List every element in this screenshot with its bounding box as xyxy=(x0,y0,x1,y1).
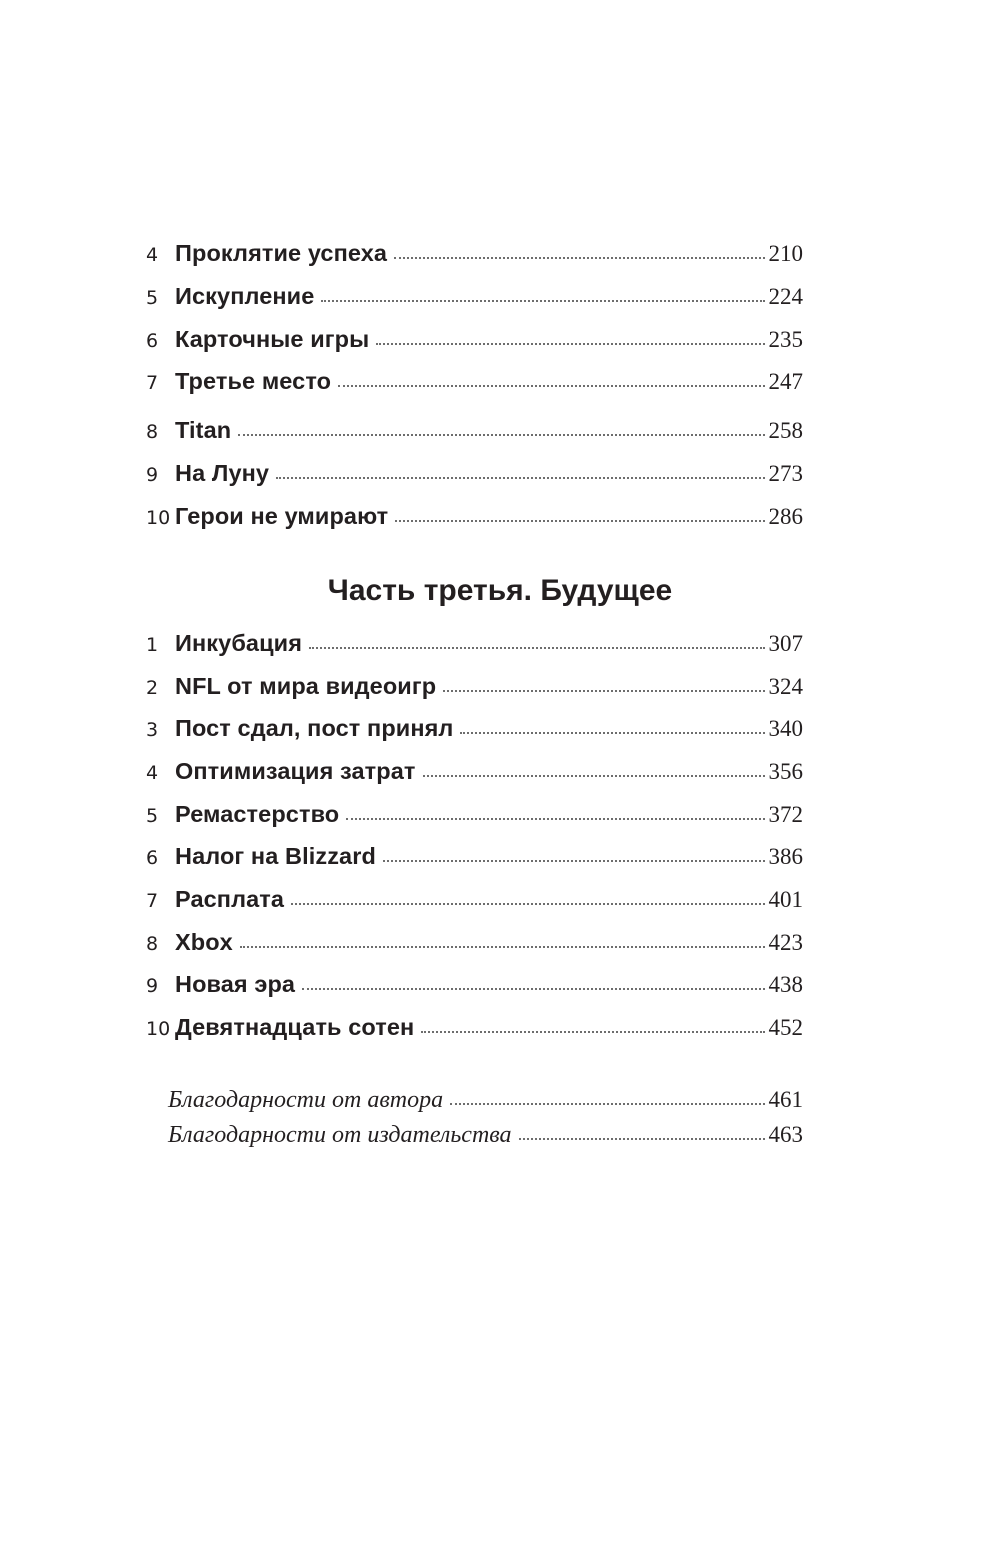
chapter-number: 5 xyxy=(146,287,159,309)
chapter-number: 7 xyxy=(146,890,159,912)
toc-entry[interactable] xyxy=(146,1014,803,1048)
toc-entry-acknowledgements-author[interactable] xyxy=(168,1087,803,1121)
dot-leader xyxy=(460,731,764,734)
dot-leader xyxy=(376,342,764,345)
toc-entry-acknowledgements-publisher[interactable] xyxy=(168,1122,803,1156)
chapter-number: 4 xyxy=(146,762,159,784)
toc-entry[interactable] xyxy=(146,368,803,402)
page-number: 340 xyxy=(768,716,803,741)
dot-leader xyxy=(346,817,764,820)
dot-leader xyxy=(291,902,764,905)
page-number: 273 xyxy=(768,461,803,486)
chapter-title: Искупление xyxy=(175,283,315,309)
page-number: 258 xyxy=(768,418,803,443)
page-number: 324 xyxy=(768,674,803,699)
toc-entry[interactable] xyxy=(146,503,803,537)
chapter-number: 5 xyxy=(146,805,159,827)
chapter-title: Третье место xyxy=(175,368,332,394)
toc-entry[interactable] xyxy=(146,801,803,835)
toc-entry[interactable] xyxy=(146,715,803,749)
page-number: 452 xyxy=(768,1015,803,1040)
toc-entry[interactable] xyxy=(146,673,803,707)
page-number: 386 xyxy=(768,844,803,869)
dot-leader xyxy=(238,433,764,436)
page-number: 235 xyxy=(768,327,803,352)
dot-leader xyxy=(443,689,764,692)
dot-leader xyxy=(519,1137,765,1140)
dot-leader xyxy=(276,476,764,479)
chapter-title: Инкубация xyxy=(175,630,303,656)
chapter-title: Расплата xyxy=(175,886,285,912)
dot-leader xyxy=(421,1030,764,1033)
page-number: 423 xyxy=(768,930,803,955)
chapter-title: Xbox xyxy=(175,929,233,955)
page-number: 224 xyxy=(768,284,803,309)
chapter-number: 8 xyxy=(146,933,159,955)
page-number: 247 xyxy=(768,369,803,394)
dot-leader xyxy=(338,384,764,387)
chapter-number: 7 xyxy=(146,372,159,394)
dot-leader xyxy=(423,774,765,777)
dot-leader xyxy=(240,945,765,948)
page-number: 356 xyxy=(768,759,803,784)
toc-entry[interactable] xyxy=(146,240,803,274)
chapter-number: 3 xyxy=(146,719,159,741)
chapter-number: 9 xyxy=(146,975,159,997)
page-number: 307 xyxy=(768,631,803,656)
chapter-title: Налог на Blizzard xyxy=(175,843,376,869)
toc-entry[interactable] xyxy=(146,758,803,792)
dot-leader xyxy=(309,646,764,649)
dot-leader xyxy=(394,256,764,259)
chapter-number: 6 xyxy=(146,330,159,352)
part-heading: Часть третья. Будущее xyxy=(327,574,673,607)
chapter-title: Пост сдал, пост принял xyxy=(175,715,454,741)
chapter-title: На Луну xyxy=(175,460,270,486)
page-number: 461 xyxy=(768,1087,803,1112)
entry-title: Благодарности от издательства xyxy=(168,1122,512,1148)
chapter-title: Карточные игры xyxy=(175,326,370,352)
page-number: 401 xyxy=(768,887,803,912)
chapter-title: Проклятие успеха xyxy=(175,240,388,266)
chapter-title: NFL от мира видеоигр xyxy=(175,673,437,699)
chapter-number: 9 xyxy=(146,464,159,486)
page-number: 372 xyxy=(768,802,803,827)
page-number: 438 xyxy=(768,972,803,997)
chapter-number: 1 xyxy=(146,634,159,656)
dot-leader xyxy=(395,519,764,522)
dot-leader xyxy=(321,299,764,302)
dot-leader xyxy=(302,987,764,990)
chapter-title: Герои не умирают xyxy=(175,503,389,529)
chapter-title: Titan xyxy=(175,417,232,443)
page-number: 210 xyxy=(768,241,803,266)
chapter-title: Девятнадцать сотен xyxy=(175,1014,415,1040)
dot-leader xyxy=(450,1102,764,1105)
chapter-title: Ремастерство xyxy=(175,801,340,827)
toc-entry[interactable] xyxy=(146,843,803,877)
toc-entry[interactable] xyxy=(146,326,803,360)
page-number: 286 xyxy=(768,504,803,529)
entry-title: Благодарности от автора xyxy=(168,1087,444,1113)
chapter-title: Оптимизация затрат xyxy=(175,758,416,784)
toc-entry[interactable] xyxy=(146,971,803,1005)
chapter-number: 10 xyxy=(146,507,171,529)
toc-entry[interactable] xyxy=(146,460,803,494)
toc-entry[interactable] xyxy=(146,417,803,451)
chapter-number: 10 xyxy=(146,1018,171,1040)
toc-entry[interactable] xyxy=(146,929,803,963)
chapter-number: 4 xyxy=(146,244,159,266)
chapter-number: 8 xyxy=(146,421,159,443)
toc-entry[interactable] xyxy=(146,886,803,920)
page-number: 463 xyxy=(768,1122,803,1147)
toc-entry[interactable] xyxy=(146,283,803,317)
chapter-number: 2 xyxy=(146,677,159,699)
toc-entry[interactable] xyxy=(146,630,803,664)
dot-leader xyxy=(383,859,765,862)
chapter-number: 6 xyxy=(146,847,159,869)
chapter-title: Новая эра xyxy=(175,971,296,997)
